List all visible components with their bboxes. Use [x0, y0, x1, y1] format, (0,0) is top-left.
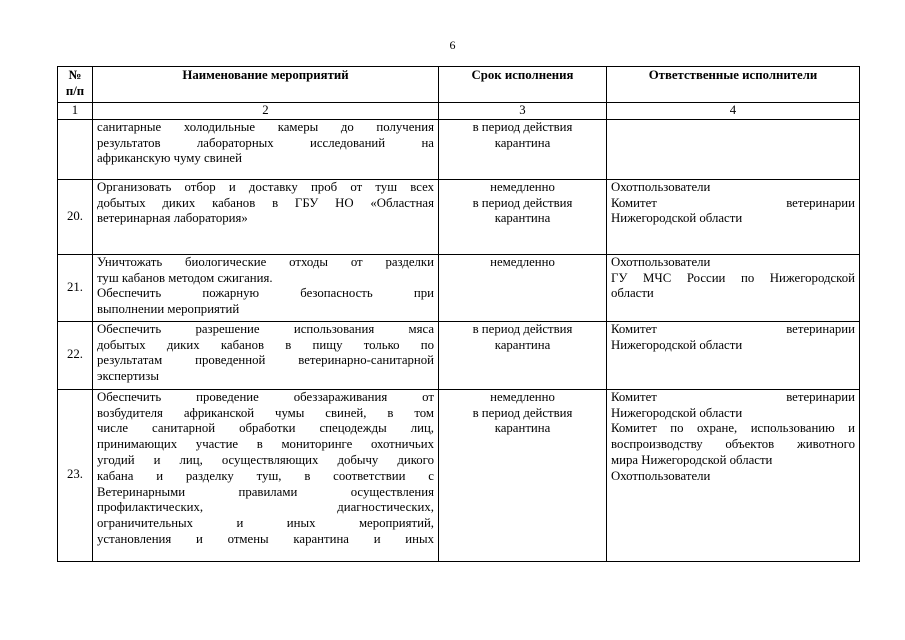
text-line: установления и отмены карантина и иных — [97, 531, 434, 546]
text-line: Ветеринарными правилами осуществления — [97, 484, 434, 499]
header-num-line2: п/п — [65, 83, 85, 98]
text-line: угодий и лиц, осуществляющих добычу дикого — [97, 452, 434, 467]
header-name: Наименование мероприятий — [93, 67, 439, 103]
row-number: 22. — [58, 321, 93, 389]
text-line: Обеспечить разрешение использования мяса — [97, 321, 434, 336]
text-line: кабана и разделку туш, в соответствии с — [97, 468, 434, 483]
text-line: области — [611, 286, 654, 301]
row-term — [439, 179, 607, 254]
text-line: Охотпользователи — [611, 179, 711, 194]
row-name — [93, 321, 439, 389]
text-line: Обеспечить проведение обеззараживания от — [97, 389, 434, 404]
table-row — [58, 321, 860, 389]
text-line: немедленно — [490, 389, 555, 404]
row-responsible — [607, 119, 860, 179]
text-line: Комитет ветеринарии — [611, 321, 855, 336]
text-line: выполнении мероприятий — [97, 302, 240, 317]
measures-table — [57, 66, 860, 562]
column-number: 3 — [439, 103, 607, 120]
text-line: санитарные холодильные камеры до получения — [97, 119, 434, 134]
text-line: воспроизводству объектов животного — [611, 437, 855, 452]
text-line: ограничительных и иных мероприятий, — [97, 516, 434, 531]
text-line: принимающих участие в мониторинге охотничьих — [97, 437, 434, 452]
row-term — [439, 389, 607, 561]
row-name — [93, 254, 439, 321]
row-term — [439, 119, 607, 179]
column-number: 1 — [58, 103, 93, 120]
row-term — [439, 321, 607, 389]
table-row — [58, 119, 860, 179]
text-line: мира Нижегородской области — [611, 452, 773, 467]
text-line: карантина — [494, 337, 551, 352]
text-line: Обеспечить пожарную безопасность при — [97, 286, 434, 301]
text-line: карантина — [494, 135, 551, 150]
text-line: результатам проведенной ветеринарно-санитарной — [97, 353, 434, 368]
column-numbers-row — [58, 103, 860, 120]
text-line: Организовать отбор и доставку проб от туш всех — [97, 179, 434, 194]
text-line: Комитет ветеринарии — [611, 389, 855, 404]
text-line: результатов лабораторных исследований на — [97, 135, 434, 150]
text-line: возбудителя африканской чумы свиней, в том — [97, 405, 434, 420]
row-number: 23. — [58, 389, 93, 561]
row-number — [58, 119, 93, 179]
text-line: немедленно — [490, 254, 555, 269]
text-line: числе санитарной обработки спецодежды лиц, — [97, 421, 434, 436]
text-line: добытых диких кабанов в пищу только по — [97, 337, 434, 352]
text-line: экспертизы — [97, 369, 159, 384]
text-line: немедленно — [490, 179, 555, 194]
row-name — [93, 389, 439, 561]
row-name — [93, 119, 439, 179]
text-line: ветеринарная лаборатория» — [97, 211, 248, 226]
header-num — [58, 67, 93, 103]
text-line: в период действия — [472, 321, 573, 336]
text-line: Комитет ветеринарии — [611, 195, 855, 210]
page-number: 6 — [449, 38, 456, 52]
text-line: в период действия — [472, 405, 573, 420]
text-line: добытых диких кабанов в ГБУ НО «Областная — [97, 195, 434, 210]
text-line: карантина — [494, 211, 551, 226]
text-line: карантина — [494, 421, 551, 436]
row-term — [439, 254, 607, 321]
text-line: Нижегородской области — [611, 405, 743, 420]
text-line: в период действия — [472, 119, 573, 134]
row-responsible — [607, 179, 860, 254]
text-line: Нижегородской области — [611, 337, 743, 352]
text-line: Комитет по охране, использованию и — [611, 421, 855, 436]
header-num-line1: № — [68, 68, 82, 82]
text-line: Уничтожать биологические отходы от разделки — [97, 254, 434, 269]
table-row — [58, 179, 860, 254]
text-line: Нижегородской области — [611, 211, 743, 226]
row-number: 20. — [58, 179, 93, 254]
row-name — [93, 179, 439, 254]
text-line: Охотпользователи — [611, 254, 711, 269]
table-header-row — [58, 67, 860, 103]
text-line: в период действия — [472, 195, 573, 210]
table-row — [58, 389, 860, 561]
row-responsible — [607, 389, 860, 561]
column-number: 4 — [607, 103, 860, 120]
header-term: Срок исполнения — [439, 67, 607, 103]
text-line: африканскую чуму свиней — [97, 151, 242, 166]
column-number: 2 — [93, 103, 439, 120]
table-row — [58, 254, 860, 321]
text-line: профилактических, диагностических, — [97, 500, 434, 515]
row-number: 21. — [58, 254, 93, 321]
row-responsible — [607, 254, 860, 321]
row-responsible — [607, 321, 860, 389]
text-line: ГУ МЧС России по Нижегородской — [611, 270, 855, 285]
text-line: Охотпользователи — [611, 468, 711, 483]
header-responsible: Ответственные исполнители — [607, 67, 860, 103]
text-line: туш кабанов методом сжигания. — [97, 270, 273, 285]
